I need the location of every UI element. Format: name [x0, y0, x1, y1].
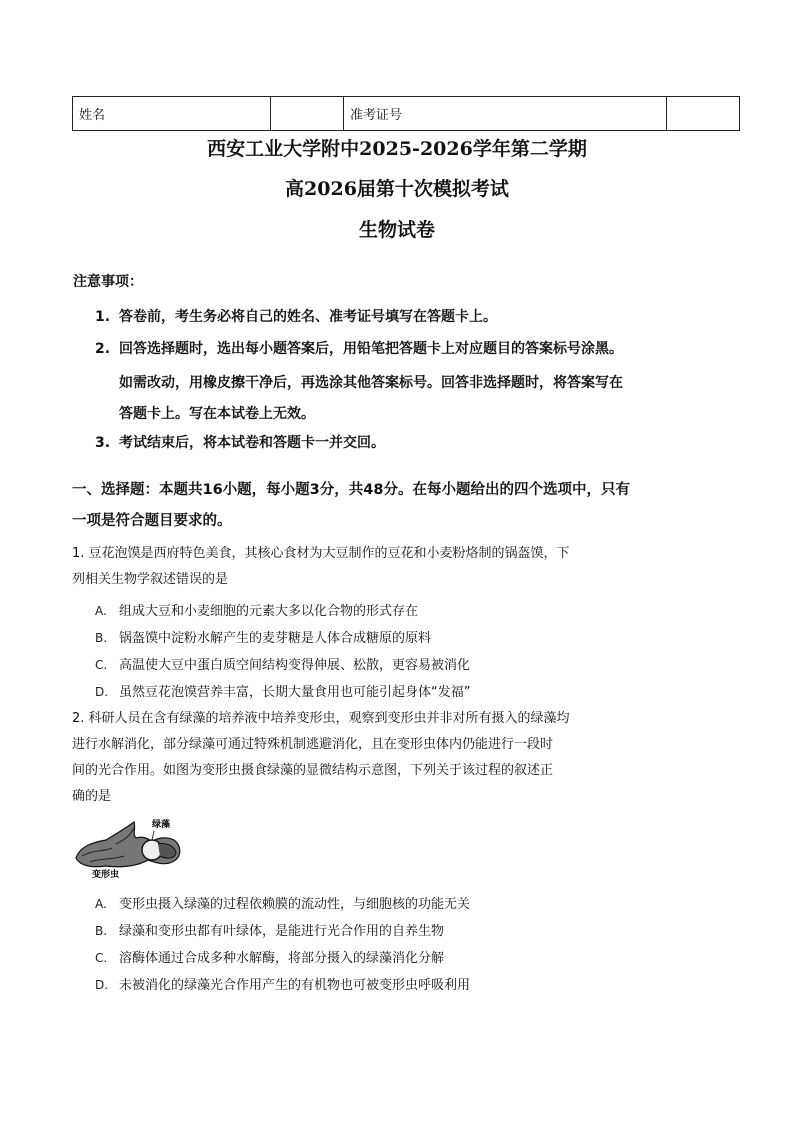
- question-2-option-a: [95, 893, 695, 912]
- exam-id-label: 准考证号: [344, 97, 667, 131]
- exam-title: 高2026届第十次模拟考试: [285, 178, 509, 200]
- option-letter: C.: [95, 658, 108, 672]
- notice-item-3: [95, 428, 715, 458]
- question-1-option-d: [95, 681, 695, 700]
- section-heading-line-1: 一、选择题：本题共16小题，每小题3分，共48分。在每小题给出的四个选项中，只有: [72, 482, 630, 498]
- option-letter: A.: [95, 897, 107, 911]
- section-heading-line-2: 一项是符合题目要求的。: [72, 513, 232, 529]
- option-letter: D.: [95, 685, 109, 699]
- school-term-title: 西安工业大学附中2025-2026学年第二学期: [207, 138, 587, 160]
- option-text: 虽然豆花泡馍营养丰富，长期大量食用也可能引起身体“发福”: [119, 685, 471, 700]
- notice-item-2-line-3: 答题卡上。写在本试卷上无效。: [119, 406, 315, 422]
- notice-item-text: 考试结束后，将本试卷和答题卡一并交回。: [119, 435, 385, 451]
- exam-id-field[interactable]: [667, 97, 740, 131]
- name-field[interactable]: [271, 97, 344, 131]
- amoeba-engulfing-algae-diagram: [72, 816, 188, 878]
- option-letter: A.: [95, 604, 107, 618]
- notice-item-number: 1.: [95, 309, 111, 325]
- name-label: 姓名: [73, 97, 271, 131]
- notice-item-text: 答卷前，考生务必将自己的姓名、准考证号填写在答题卡上。: [119, 309, 497, 325]
- question-2-option-d: [95, 974, 695, 993]
- candidate-info-table: [72, 96, 740, 131]
- question-2-stem-line-4: 确的是: [72, 789, 112, 804]
- amoeba-label: 变形虫: [92, 870, 120, 878]
- amoeba-algae-figure: [72, 816, 188, 878]
- notice-item-2-line-2: 如需改动，用橡皮擦干净后，再选涂其他答案标号。回答非选择题时，将答案写在: [119, 375, 623, 391]
- notice-item-2: [95, 334, 715, 364]
- question-2-option-c: [95, 947, 695, 966]
- option-text: 未被消化的绿藻光合作用产生的有机物也可被变形虫呼吸利用: [119, 978, 471, 993]
- question-1-option-c: [95, 654, 695, 673]
- option-text: 绿藻和变形虫都有叶绿体，是能进行光合作用的自养生物: [119, 924, 445, 939]
- option-letter: B.: [95, 631, 108, 645]
- question-2-stem-line-2: 进行水解消化，部分绿藻可通过特殊机制逃避消化，且在变形虫体内仍能进行一段时: [72, 737, 554, 752]
- option-text: 高温使大豆中蛋白质空间结构变得伸展、松散，更容易被消化: [119, 658, 471, 673]
- notice-item-1: [95, 302, 715, 332]
- notice-item-number: 2.: [95, 341, 111, 357]
- option-letter: C.: [95, 951, 108, 965]
- option-text: 锅盔馍中淀粉水解产生的麦芽糖是人体合成糖原的原料: [119, 631, 432, 646]
- notice-item-number: 3.: [95, 435, 111, 451]
- question-2-stem-line-3: 间的光合作用。如图为变形虫摄食绿藻的显微结构示意图，下列关于该过程的叙述正: [72, 763, 554, 778]
- notice-heading: 注意事项：: [73, 274, 143, 290]
- question-1-option-b: [95, 627, 695, 646]
- algae-label: 绿藻: [152, 820, 171, 830]
- option-text: 变形虫摄入绿藻的过程依赖膜的流动性，与细胞核的功能无关: [119, 897, 471, 912]
- option-letter: D.: [95, 978, 109, 992]
- question-2-stem-line-1: 2. 科研人员在含有绿藻的培养液中培养变形虫，观察到变形虫并非对所有摄入的绿藻均: [72, 711, 570, 726]
- option-letter: B.: [95, 924, 108, 938]
- question-2-option-b: [95, 920, 695, 939]
- question-1-option-a: [95, 600, 695, 619]
- question-1-stem-line-2: 列相关生物学叙述错误的是: [72, 572, 229, 587]
- option-text: 组成大豆和小麦细胞的元素大多以化合物的形式存在: [119, 604, 419, 619]
- notice-item-text: 回答选择题时，选出每小题答案后，用铅笔把答题卡上对应题目的答案标号涂黑。: [119, 341, 623, 357]
- option-text: 溶酶体通过合成多种水解酶，将部分摄入的绿藻消化分解: [119, 951, 445, 966]
- question-1-stem-line-1: 1. 豆花泡馍是西府特色美食，其核心食材为大豆制作的豆花和小麦粉烙制的锅盔馍，下: [72, 546, 570, 561]
- subject-title: 生物试卷: [358, 219, 435, 241]
